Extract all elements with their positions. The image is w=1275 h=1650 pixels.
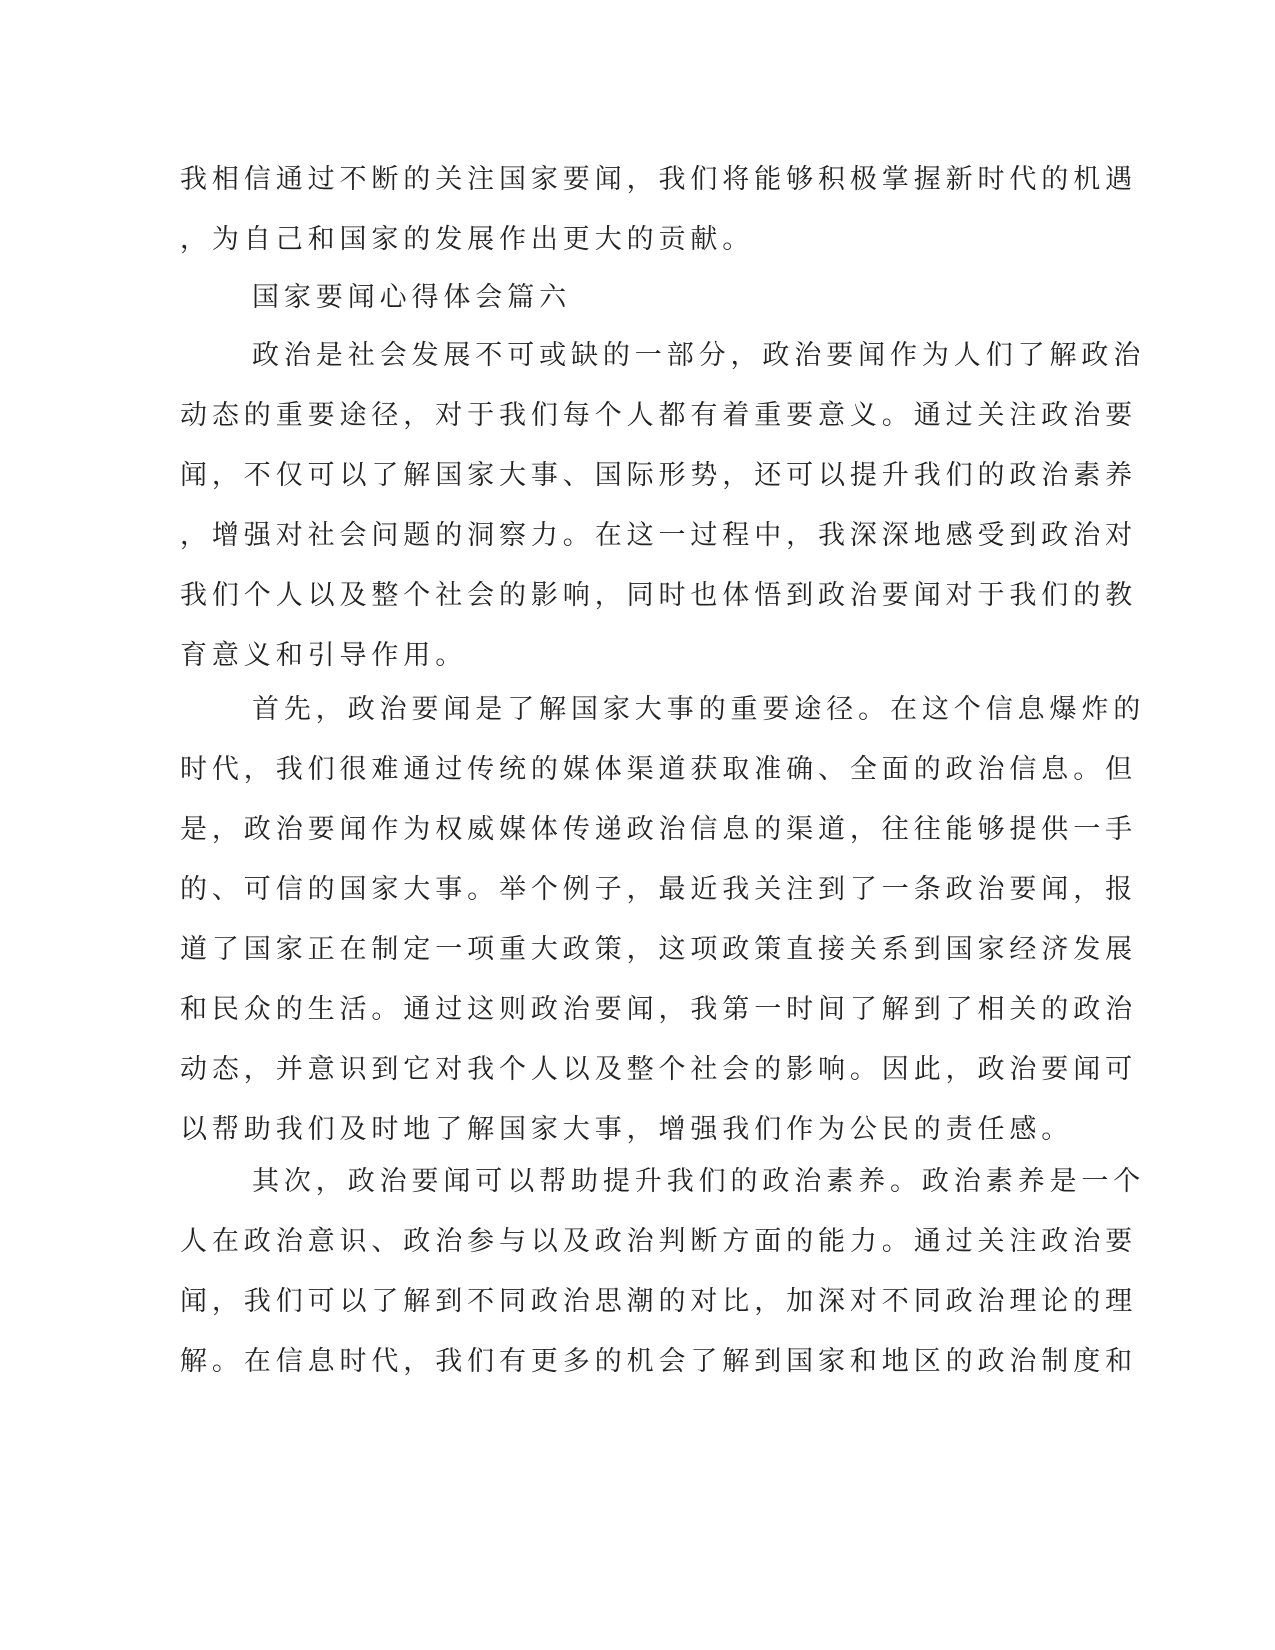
text-line: ，为自己和国家的发展作出更大的贡献。 [180,224,755,255]
text-line: 闻，不仅可以了解国家大事、国际形势，还可以提升我们的政治素养 [180,460,1137,491]
section-title: 国家要闻心得体会篇六 [252,282,571,313]
text-line: 动态，并意识到它对我个人以及整个社会的影响。因此，政治要闻可 [180,1054,1137,1085]
text-line: 我相信通过不断的关注国家要闻，我们将能够积极掌握新时代的机遇 [180,164,1137,195]
paragraph-second [180,1152,1146,1392]
section-heading [180,268,1100,328]
paragraph-previous-conclusion [180,150,1137,270]
text-line: 解。在信息时代，我们有更多的机会了解到国家和地区的政治制度和 [180,1346,1137,1377]
text-line: ，增强对社会问题的洞察力。在这一过程中，我深深地感受到政治对 [180,520,1137,551]
text-line: 闻，我们可以了解到不同政治思潮的对比，加深对不同政治理论的理 [180,1286,1137,1317]
text-line: 以帮助我们及时地了解国家大事，增强我们作为公民的责任感。 [180,1114,1074,1145]
text-line: 政治是社会发展不可或缺的一部分，政治要闻作为人们了解政治 [252,340,1146,371]
paragraph-intro [180,326,1146,686]
text-line: 其次，政治要闻可以帮助提升我们的政治素养。政治素养是一个 [252,1166,1146,1197]
text-line: 和民众的生活。通过这则政治要闻，我第一时间了解到了相关的政治 [180,994,1137,1025]
text-line: 时代，我们很难通过传统的媒体渠道获取准确、全面的政治信息。但 [180,754,1137,785]
text-line: 我们个人以及整个社会的影响，同时也体悟到政治要闻对于我们的教 [180,580,1137,611]
text-line: 人在政治意识、政治参与以及政治判断方面的能力。通过关注政治要 [180,1226,1137,1257]
paragraph-first [180,680,1146,1160]
text-line: 首先，政治要闻是了解国家大事的重要途径。在这个信息爆炸的 [252,694,1146,725]
text-line: 动态的重要途径，对于我们每个人都有着重要意义。通过关注政治要 [180,400,1137,431]
text-line: 道了国家正在制定一项重大政策，这项政策直接关系到国家经济发展 [180,934,1137,965]
text-line: 的、可信的国家大事。举个例子，最近我关注到了一条政治要闻，报 [180,874,1137,905]
text-line: 育意义和引导作用。 [180,640,468,671]
text-line: 是，政治要闻作为权威媒体传递政治信息的渠道，往往能够提供一手 [180,814,1137,845]
